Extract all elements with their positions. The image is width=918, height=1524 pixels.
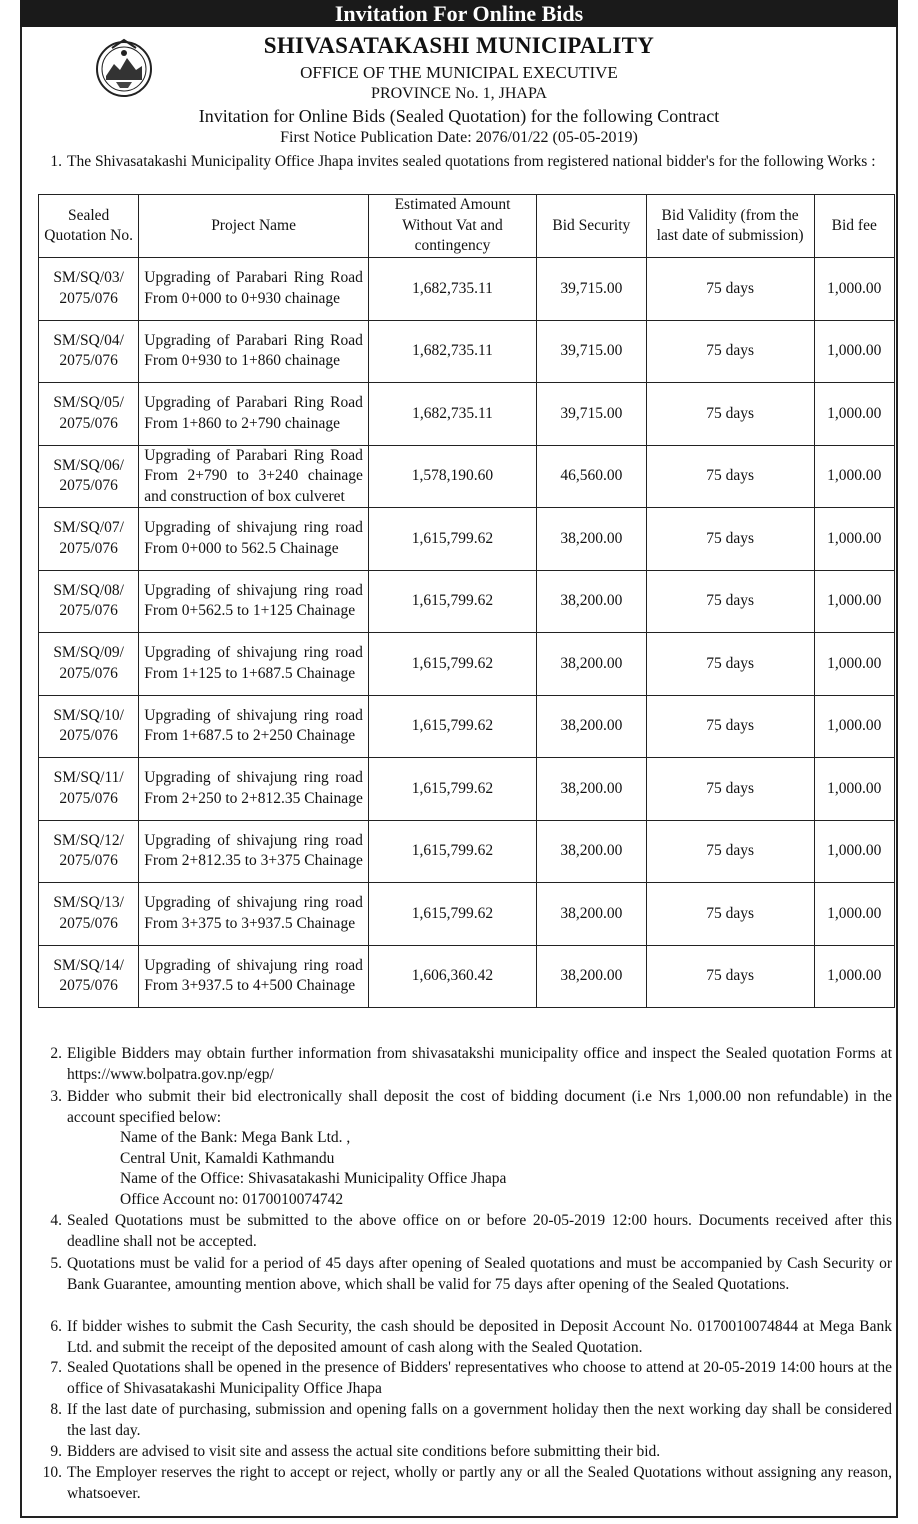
bid-validity-cell: 75 days — [646, 258, 814, 321]
clause-3 — [30, 1086, 892, 1128]
clause-number: 3. — [50, 1088, 62, 1105]
bid-validity-cell: 75 days — [646, 445, 814, 508]
clause-6 — [30, 1316, 892, 1358]
column-header: Bid Security — [537, 195, 647, 258]
estimated-amount-cell: 1,682,735.11 — [368, 258, 536, 321]
clause-number: 10. — [42, 1464, 62, 1481]
project-name-cell: Upgrading of Parabari Ring Road From 0+930 to 1+860 chainage — [139, 320, 369, 383]
bid-fee-cell: 1,000.00 — [814, 570, 894, 633]
clause-number: 4. — [50, 1212, 62, 1229]
table-row — [39, 883, 895, 946]
clause-text: Quotations must be valid for a period of 45 days after opening of Sealed quotations and must be accompanied by Cash Security or Bank Guarantee, amounting mention above, which shall be valid for 75 days after opening of the Sealed Quotations. — [67, 1255, 892, 1293]
invitation-line: Invitation for Online Bids (Sealed Quotation) for the following Contract — [198, 106, 720, 126]
clause-number: 6. — [50, 1318, 62, 1335]
bid-validity-cell: 75 days — [646, 320, 814, 383]
bid-security-cell: 39,715.00 — [537, 383, 647, 446]
table-row — [39, 945, 895, 1008]
clause-text: Bidder who submit their bid electronically shall deposit the cost of bidding document (i.e Nrs 1,000.00 non refundable) in the account specified below: — [67, 1088, 892, 1126]
quotation-number-cell: SM/SQ/04/ 2075/076 — [39, 320, 139, 383]
estimated-amount-cell: 1,615,799.62 — [368, 820, 536, 883]
bid-security-cell: 38,200.00 — [537, 633, 647, 696]
bid-security-cell: 38,200.00 — [537, 820, 647, 883]
clause-number: 9. — [50, 1443, 62, 1460]
estimated-amount-cell: 1,578,190.60 — [368, 445, 536, 508]
clause-number: 1. — [50, 153, 62, 170]
table-row — [39, 508, 895, 571]
office-name-line: Name of the Office: Shivasatakashi Municipality Office Jhapa — [120, 1170, 507, 1187]
bid-security-cell: 38,200.00 — [537, 695, 647, 758]
column-header: Bid Validity (from the last date of submission) — [646, 195, 814, 258]
bank-branch: Central Unit, Kamaldi Kathmandu — [120, 1150, 335, 1167]
quotation-number-cell: SM/SQ/13/ 2075/076 — [39, 883, 139, 946]
quotation-number-cell: SM/SQ/12/ 2075/076 — [39, 820, 139, 883]
province-line: PROVINCE No. 1, JHAPA — [371, 85, 547, 102]
table-row — [39, 445, 895, 508]
estimated-amount-cell: 1,615,799.62 — [368, 758, 536, 821]
project-name-cell: Upgrading of shivajung ring road From 1+125 to 1+687.5 Chainage — [139, 633, 369, 696]
clause-text: Eligible Bidders may obtain further information from shivasatakshi municipality office and inspect the Sealed quotation Forms at https://www.bolpatra.gov.np/egp/ — [67, 1045, 892, 1083]
quotation-number-cell: SM/SQ/14/ 2075/076 — [39, 945, 139, 1008]
estimated-amount-cell: 1,615,799.62 — [368, 508, 536, 571]
clause-text: Bidders are advised to visit site and assess the actual site conditions before submitting their bid. — [67, 1443, 661, 1460]
office-name: OFFICE OF THE MUNICIPAL EXECUTIVE — [300, 63, 618, 82]
bid-security-cell: 38,200.00 — [537, 570, 647, 633]
table-row — [39, 820, 895, 883]
table-row — [39, 383, 895, 446]
project-name-cell: Upgrading of Parabari Ring Road From 1+860 to 2+790 chainage — [139, 383, 369, 446]
project-name-cell: Upgrading of Parabari Ring Road From 0+000 to 0+930 chainage — [139, 258, 369, 321]
office-account: Office Account no: 0170010074742 — [120, 1191, 344, 1208]
bid-validity-cell: 75 days — [646, 883, 814, 946]
clause-number: 5. — [50, 1255, 62, 1272]
bid-validity-cell: 75 days — [646, 695, 814, 758]
bid-security-cell: 38,200.00 — [537, 508, 647, 571]
bid-security-cell: 39,715.00 — [537, 258, 647, 321]
table-row — [39, 570, 895, 633]
bid-validity-cell: 75 days — [646, 633, 814, 696]
quotation-number-cell: SM/SQ/07/ 2075/076 — [39, 508, 139, 571]
project-name-cell: Upgrading of shivajung ring road From 0+000 to 562.5 Chainage — [139, 508, 369, 571]
municipality-name: SHIVASATAKASHI MUNICIPALITY — [263, 33, 655, 58]
clause-1 — [30, 151, 892, 172]
clause-text: The Employer reserves the right to accept or reject, wholly or partly any or all the Sealed Quotations without assigning any reason, whatsoever. — [67, 1464, 892, 1502]
bid-fee-cell: 1,000.00 — [814, 320, 894, 383]
project-name-cell: Upgrading of shivajung ring road From 0+562.5 to 1+125 Chainage — [139, 570, 369, 633]
clause-4 — [30, 1210, 892, 1252]
clause-number: 8. — [50, 1401, 62, 1418]
bid-fee-cell: 1,000.00 — [814, 883, 894, 946]
clause-number: 7. — [50, 1359, 62, 1376]
clause-text: If bidder wishes to submit the Cash Security, the cash should be deposited in Deposit Account No. 0170010074844 at Mega Bank Ltd. and submit the receipt of the deposited amount of cash along with the Sealed Quotation. — [67, 1318, 892, 1356]
clause-9 — [30, 1441, 892, 1462]
clause-text: The Shivasatakashi Municipality Office Jhapa invites sealed quotations from registered national bidder's for the following Works : — [67, 153, 876, 170]
bid-security-cell: 39,715.00 — [537, 320, 647, 383]
project-name-cell: Upgrading of shivajung ring road From 2+812.35 to 3+375 Chainage — [139, 820, 369, 883]
quotation-number-cell: SM/SQ/08/ 2075/076 — [39, 570, 139, 633]
bid-validity-cell: 75 days — [646, 508, 814, 571]
bid-security-cell: 38,200.00 — [537, 945, 647, 1008]
bid-fee-cell: 1,000.00 — [814, 820, 894, 883]
table-row — [39, 633, 895, 696]
bid-security-cell: 38,200.00 — [537, 883, 647, 946]
estimated-amount-cell: 1,615,799.62 — [368, 570, 536, 633]
table-header-row — [39, 195, 895, 258]
column-header: Bid fee — [814, 195, 894, 258]
clause-5 — [30, 1253, 892, 1295]
clause-10 — [30, 1462, 892, 1504]
estimated-amount-cell: 1,615,799.62 — [368, 633, 536, 696]
bid-fee-cell: 1,000.00 — [814, 633, 894, 696]
clause-text: Sealed Quotations must be submitted to the above office on or before 20-05-2019 12:00 hours. Documents received after this deadline shall not be accepted. — [67, 1212, 892, 1250]
bid-validity-cell: 75 days — [646, 945, 814, 1008]
estimated-amount-cell: 1,606,360.42 — [368, 945, 536, 1008]
project-name-cell: Upgrading of shivajung ring road From 1+687.5 to 2+250 Chainage — [139, 695, 369, 758]
quotation-number-cell: SM/SQ/05/ 2075/076 — [39, 383, 139, 446]
table-row — [39, 695, 895, 758]
notice-date: First Notice Publication Date: 2076/01/22 (05-05-2019) — [280, 129, 638, 146]
bank-name: Name of the Bank: Mega Bank Ltd. , — [120, 1129, 351, 1146]
clause-text: If the last date of purchasing, submission and opening falls on a government holiday then the next working day shall be considered the last day. — [67, 1401, 892, 1439]
bid-fee-cell: 1,000.00 — [814, 508, 894, 571]
bid-fee-cell: 1,000.00 — [814, 758, 894, 821]
bid-validity-cell: 75 days — [646, 383, 814, 446]
column-header: Sealed Quotation No. — [39, 195, 139, 258]
bids-table — [38, 194, 895, 1008]
bid-fee-cell: 1,000.00 — [814, 383, 894, 446]
bid-validity-cell: 75 days — [646, 820, 814, 883]
clause-8 — [30, 1399, 892, 1441]
clause-text: Sealed Quotations shall be opened in the presence of Bidders' representatives who choose to attend at 20-05-2019 14:00 hours at the office of Shivasatakashi Municipality Office Jhapa — [67, 1359, 892, 1397]
quotation-number-cell: SM/SQ/11/ 2075/076 — [39, 758, 139, 821]
column-header: Project Name — [139, 195, 369, 258]
clause-2 — [30, 1043, 892, 1085]
bid-security-cell: 46,560.00 — [537, 445, 647, 508]
clause-7 — [30, 1357, 892, 1399]
bid-fee-cell: 1,000.00 — [814, 258, 894, 321]
table-row — [39, 258, 895, 321]
project-name-cell: Upgrading of Parabari Ring Road From 2+790 to 3+240 chainage and construction of box culveret — [139, 445, 369, 508]
clause-number: 2. — [50, 1045, 62, 1062]
banner-title: Invitation For Online Bids — [20, 0, 898, 27]
bid-validity-cell: 75 days — [646, 570, 814, 633]
bid-fee-cell: 1,000.00 — [814, 695, 894, 758]
quotation-number-cell: SM/SQ/06/ 2075/076 — [39, 445, 139, 508]
estimated-amount-cell: 1,682,735.11 — [368, 383, 536, 446]
bid-fee-cell: 1,000.00 — [814, 945, 894, 1008]
estimated-amount-cell: 1,682,735.11 — [368, 320, 536, 383]
estimated-amount-cell: 1,615,799.62 — [368, 695, 536, 758]
quotation-number-cell: SM/SQ/10/ 2075/076 — [39, 695, 139, 758]
quotation-number-cell: SM/SQ/09/ 2075/076 — [39, 633, 139, 696]
project-name-cell: Upgrading of shivajung ring road From 2+250 to 2+812.35 Chainage — [139, 758, 369, 821]
project-name-cell: Upgrading of shivajung ring road From 3+375 to 3+937.5 Chainage — [139, 883, 369, 946]
bid-security-cell: 38,200.00 — [537, 758, 647, 821]
bid-fee-cell: 1,000.00 — [814, 445, 894, 508]
quotation-number-cell: SM/SQ/03/ 2075/076 — [39, 258, 139, 321]
estimated-amount-cell: 1,615,799.62 — [368, 883, 536, 946]
project-name-cell: Upgrading of shivajung ring road From 3+937.5 to 4+500 Chainage — [139, 945, 369, 1008]
column-header: Estimated Amount Without Vat and contingency — [368, 195, 536, 258]
table-row — [39, 320, 895, 383]
bid-validity-cell: 75 days — [646, 758, 814, 821]
table-row — [39, 758, 895, 821]
